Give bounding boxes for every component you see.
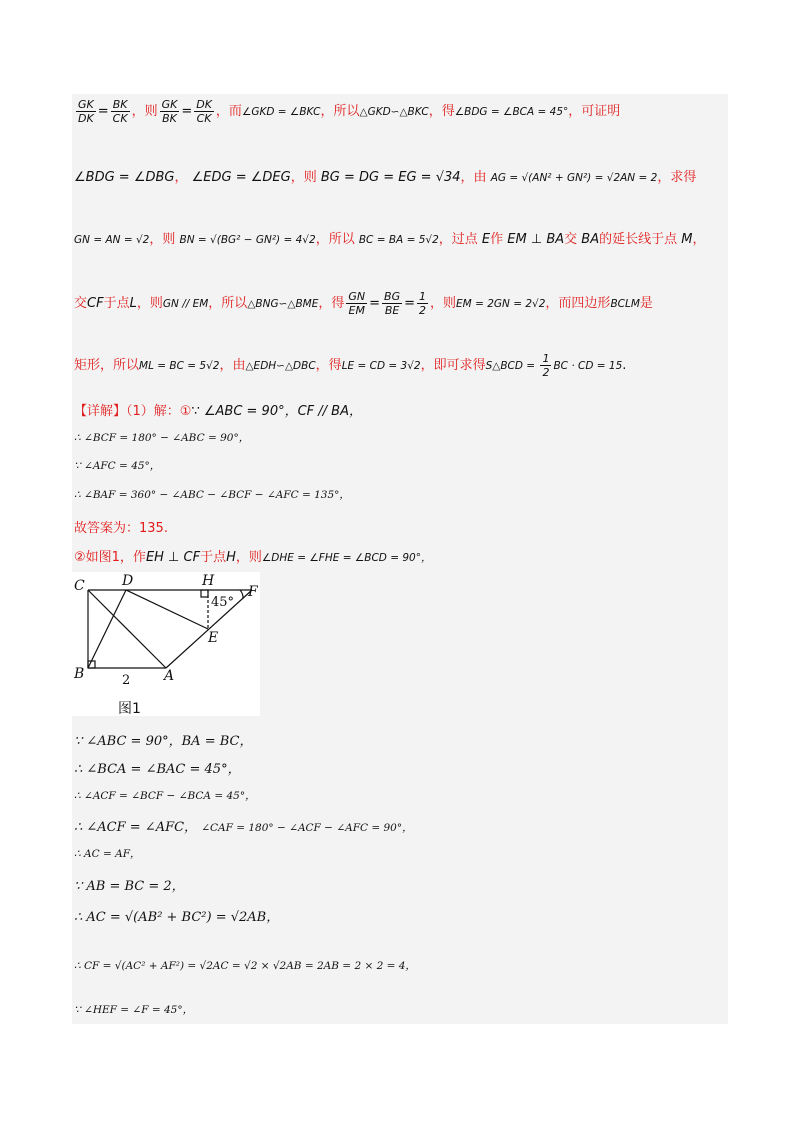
step-t7: ∴ AC = √(AB² + BC²) = √2AB， [74,910,280,925]
step-t9: ∵ ∠HEF = ∠F = 45°， [74,1004,194,1016]
step-t2: ∴ ∠BCA = ∠BAC = 45°， [74,762,241,777]
detail-header-line: 【详解】（1）解：①∵ ∠ABC = 90°，CF // BA， [74,404,362,419]
segment-db [88,590,126,668]
right-angle-h [201,590,208,597]
step-t4: ∴ ∠ACF = ∠AFC， ∠CAF = 180° − ∠ACF − ∠AFC = 90°， [74,820,413,835]
step-t8: ∴ CF = √(AC² + AF²) = √2AC = √2 × √2AB = 2AB = 2 × 2 = 4， [74,960,416,972]
fraction-bg-be: $\frac{BG}{BE}$ [384,290,401,317]
detail-header: 【详解】 [74,404,127,419]
figure-1 [72,572,260,716]
label-length-2: 2 [122,673,131,688]
fraction-gk-bk: $\frac{GK}{BK}$ [161,98,178,125]
fraction-bk-ck: $\frac{BK}{CK}$ [112,98,128,125]
step-3: ∴ ∠BAF = 360° − ∠ABC − ∠BCF − ∠AFC = 135°， [74,489,350,501]
analysis-line-2: ∠BDG = ∠DBG， ∠EDG = ∠DEG，则 BG = DG = EG = √34，由 AG = √(AN² + GN²) = √2AN = 2，求得 [74,170,697,185]
step-1: ∴ ∠BCF = 180° − ∠ABC = 90°， [74,432,250,444]
label-a: A [164,668,175,684]
label-d: D [122,573,134,589]
fraction-one-half: $\frac{1}{2}$ [419,290,427,317]
figure-caption: 图1 [118,701,141,717]
label-b: B [74,666,85,682]
step-2: ∵ ∠AFC = 45°， [74,460,161,472]
angle-arc-f [240,590,243,599]
fraction-gk-dk: $\frac{GK}{DK}$ [78,98,94,125]
analysis-line-1: $\frac{GK}{DK}$ = $\frac{BK}{CK}$ ，则 $\frac{GK}{BK}$ = $\frac{DK}{CK}$ ，而∠GKD = ∠BKC，所以△GKD∽△BKC，得∠BDG = ∠BCA = 45°，可证明 [78,98,621,125]
analysis-line-3: GN = AN = √2，则 BN = √(BG² − GN²) = 4√2，所以 BC = BA = 5√2，过点 E作 EM ⊥ BA交 BA的延长线于点 M， [74,232,706,247]
geometry-diagram [72,572,260,716]
label-angle-45: 45° [211,595,235,610]
label-c: C [74,578,85,594]
segment-ca [88,590,166,668]
label-e: E [208,630,219,646]
analysis-line-5: 矩形，所以ML = BC = 5√2，由△EDH∽△DBC，得LE = CD = 3√2，即可求得S△BCD = $\frac{1}{2}$ BC · CD = 15. [74,352,627,379]
answer-line: 故答案为：135. [74,521,168,536]
analysis-line-4: 交CF于点L，则GN // EM，所以△BNG∽△BME，得 $\frac{GN}{EM}$ = $\frac{BG}{BE}$ = $\frac{1}{2}$ ，则EM = 2GN = 2√2，而四边形BCLM是 [74,290,653,317]
label-h: H [202,573,215,589]
segment-de [126,590,208,629]
step-t3: ∴ ∠ACF = ∠BCF − ∠BCA = 45°， [74,790,256,802]
fraction-one-half-2: $\frac{1}{2}$ [542,352,550,379]
segment-af [166,590,252,668]
step-t5: ∴ AC = AF， [74,848,141,860]
step-t6: ∵ AB = BC = 2， [74,879,185,894]
part2-intro: ②如图1，作EH ⊥ CF于点H，则∠DHE = ∠FHE = ∠BCD = 90°， [74,550,432,565]
label-f: F [248,584,258,600]
fraction-dk-ck: $\frac{DK}{CK}$ [196,98,212,125]
fraction-gn-em: $\frac{GN}{EM}$ [348,290,366,317]
step-t1: ∵ ∠ABC = 90°，BA = BC， [74,734,253,749]
